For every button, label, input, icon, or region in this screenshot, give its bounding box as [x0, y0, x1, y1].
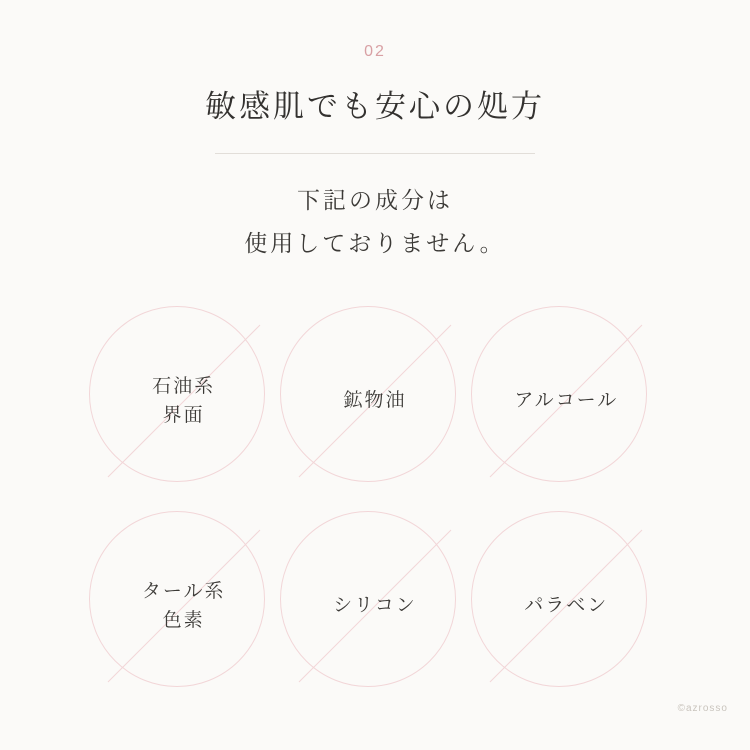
title-divider — [215, 153, 535, 154]
section-number: 02 — [364, 43, 386, 60]
ingredient-grid — [88, 306, 662, 716]
ingredient-label — [96, 577, 272, 636]
ingredient-label — [287, 591, 463, 620]
ingredient-item — [471, 306, 661, 496]
ingredient-label-line-1: 石油系 — [152, 375, 216, 397]
ingredient-label — [96, 372, 272, 431]
ingredient-label — [478, 386, 654, 415]
ingredient-item — [89, 306, 279, 496]
lead-text — [0, 180, 750, 265]
ingredient-label-line-1: アルコール — [514, 390, 619, 412]
ingredient-item — [471, 511, 661, 701]
ingredient-label-line-2: 界面 — [162, 405, 205, 426]
ingredient-item — [89, 511, 279, 701]
ingredient-label-line-1: シリコン — [333, 595, 417, 617]
ingredient-label-line-1: タール系 — [141, 580, 226, 602]
ingredient-label — [478, 591, 654, 620]
copyright-credit: ©azrosso — [677, 703, 728, 714]
lead-line-1: 下記の成分は — [297, 188, 453, 214]
ingredient-label-line-2: 色素 — [162, 610, 205, 631]
header — [0, 44, 750, 265]
ingredient-item — [280, 511, 470, 701]
page-title: 敏感肌でも安心の処方 — [205, 89, 545, 124]
lead-line-2: 使用しておりません。 — [244, 230, 506, 256]
ingredient-label — [287, 386, 463, 415]
ingredient-label-line-1: 鉱物油 — [343, 390, 407, 412]
ingredient-item — [280, 306, 470, 496]
ingredient-label-line-1: パラベン — [524, 595, 609, 617]
